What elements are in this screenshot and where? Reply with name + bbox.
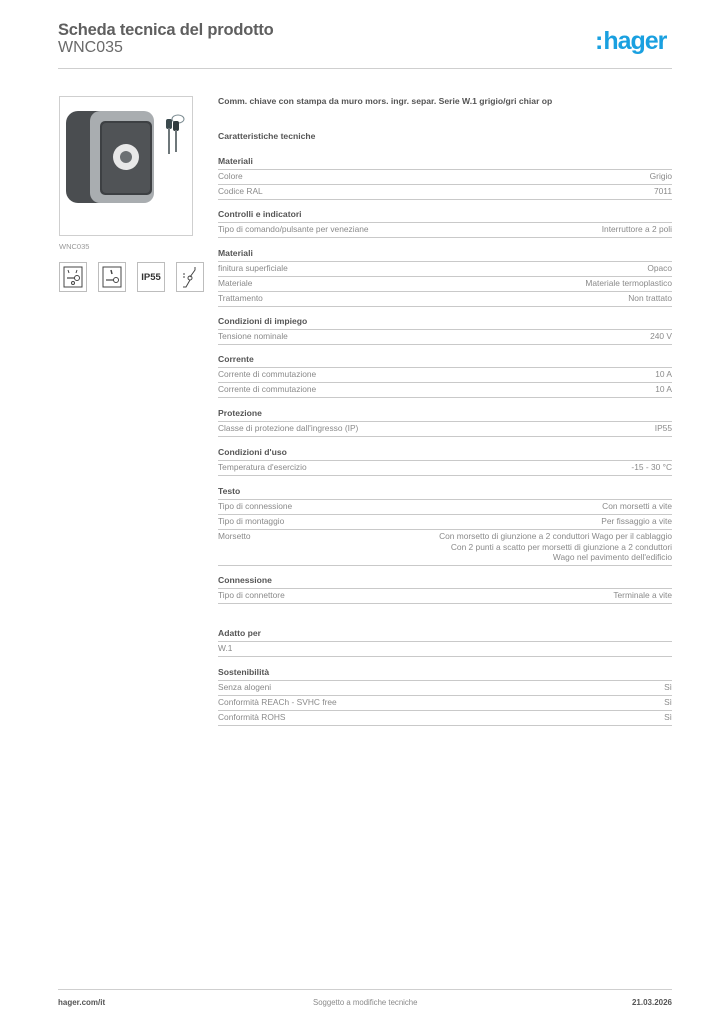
spec-value: Sì [664, 697, 672, 707]
specs-heading: Caratteristiche tecniche [218, 131, 316, 141]
spec-value: Opaco [647, 263, 672, 273]
footer-note: Soggetto a modifiche tecniche [313, 998, 418, 1007]
spec-value-line: Con 2 punti a scatto per morsetti di giunzione a 2 conduttori [450, 541, 672, 552]
spec-value: Sì [664, 712, 672, 722]
hager-logo [595, 26, 666, 56]
footer-date: 21.03.2026 [631, 998, 672, 1007]
section-title: Condizioni d'uso [218, 447, 672, 461]
spec-value: Terminale a vite [613, 590, 672, 600]
section-protezione [218, 408, 672, 437]
section-connessione [218, 575, 672, 604]
section-title: Testo [218, 486, 672, 500]
spec-label: Tipo di connettore [218, 590, 285, 600]
section-materiali [218, 156, 672, 200]
spec-label: Conformità REACh - SVHC free [218, 697, 337, 707]
spec-value: Per fissaggio a vite [601, 516, 672, 526]
spec-label: W.1 [218, 643, 233, 653]
section-title: Corrente [218, 354, 672, 368]
spec-value: Interruttore a 2 poli [601, 224, 672, 234]
footer-website-link[interactable]: hager.com/it [58, 998, 106, 1007]
spec-row [218, 642, 672, 657]
section-title: Condizioni di impiego [218, 316, 672, 330]
spec-value-multiline [439, 531, 672, 563]
section-controlli [218, 209, 672, 238]
spec-label: Temperatura d'esercizio [218, 462, 307, 472]
product-description: Comm. chiave con stampa da muro mors. ingr. separ. Serie W.1 grigio/gri chiar op [218, 96, 553, 106]
spec-row [218, 422, 672, 437]
spec-row [218, 383, 672, 398]
spec-value: 10 A [655, 369, 672, 379]
spec-label: Tensione nominale [218, 331, 288, 341]
section-adatto-per [218, 628, 672, 657]
key-switch-2pos-icon [59, 262, 87, 292]
logo-colon-icon: : [595, 27, 603, 55]
spec-row [218, 461, 672, 476]
spec-row [218, 711, 672, 726]
product-image [59, 96, 193, 236]
section-title: Connessione [218, 575, 672, 589]
spec-row [218, 589, 672, 604]
spec-row [218, 696, 672, 711]
spec-label: Tipo di comando/pulsante per veneziane [218, 224, 369, 234]
spec-label: Materiale [218, 278, 253, 288]
spec-label: Corrente di commutazione [218, 369, 317, 379]
spec-value: Materiale termoplastico [585, 278, 672, 288]
spec-row [218, 262, 672, 277]
section-condizioni-uso [218, 447, 672, 476]
key-switch-illustration-icon [60, 97, 192, 235]
feature-icons [59, 262, 204, 292]
section-title: Adatto per [218, 628, 672, 642]
logo-text: hager [603, 27, 667, 55]
spec-row [218, 277, 672, 292]
spec-row [218, 170, 672, 185]
spec-label: Trattamento [218, 293, 263, 303]
spec-label: Conformità ROHS [218, 712, 286, 722]
spec-row [218, 330, 672, 345]
spec-label: Tipo di montaggio [218, 516, 285, 526]
spec-value: Grigio [649, 171, 672, 181]
image-caption: WNC035 [59, 242, 90, 251]
header-divider [58, 68, 672, 69]
page-title: Scheda tecnica del prodotto [58, 21, 274, 39]
spec-label: finitura superficiale [218, 263, 288, 273]
spec-label: Senza alogeni [218, 682, 272, 692]
spec-row [218, 185, 672, 200]
spec-label: Morsetto [218, 531, 251, 541]
spec-row [218, 500, 672, 515]
ip55-icon: IP55 [137, 262, 165, 292]
section-condizioni-impiego [218, 316, 672, 345]
section-testo [218, 486, 672, 566]
spec-value: -15 - 30 °C [631, 462, 672, 472]
section-title: Materiali [218, 156, 672, 170]
switch-symbol-icon [176, 262, 204, 292]
spec-row [218, 530, 672, 566]
section-sostenibilita [218, 667, 672, 726]
section-title: Protezione [218, 408, 672, 422]
key-switch-momentary-icon [98, 262, 126, 292]
product-code: WNC035 [58, 39, 123, 56]
spec-value: Non trattato [628, 293, 672, 303]
spec-label: Corrente di commutazione [218, 384, 317, 394]
spec-row [218, 515, 672, 530]
section-materiali-2 [218, 248, 672, 307]
spec-value: Con morsetti a vite [602, 501, 672, 511]
section-title: Controlli e indicatori [218, 209, 672, 223]
spec-value: Sì [664, 682, 672, 692]
spec-value: 7011 [653, 186, 672, 196]
spec-label: Classe di protezione dall'ingresso (IP) [218, 423, 359, 433]
spec-value: 240 V [650, 331, 672, 341]
spec-label: Colore [218, 171, 243, 181]
spec-row [218, 368, 672, 383]
section-corrente [218, 354, 672, 398]
spec-value: 10 A [655, 384, 672, 394]
spec-label: Codice RAL [218, 186, 263, 196]
section-title: Sostenibilità [218, 667, 672, 681]
footer-divider [58, 989, 672, 990]
spec-value-line: Wago nel pavimento dell'edificio [552, 552, 672, 562]
spec-value: IP55 [654, 423, 672, 433]
spec-row [218, 292, 672, 307]
section-title: Materiali [218, 248, 672, 262]
spec-label: Tipo di connessione [218, 501, 293, 511]
spec-value-line: Con morsetto di giunzione a 2 conduttori Wago per il cablaggio [439, 531, 672, 541]
spec-row [218, 681, 672, 696]
spec-row [218, 223, 672, 238]
